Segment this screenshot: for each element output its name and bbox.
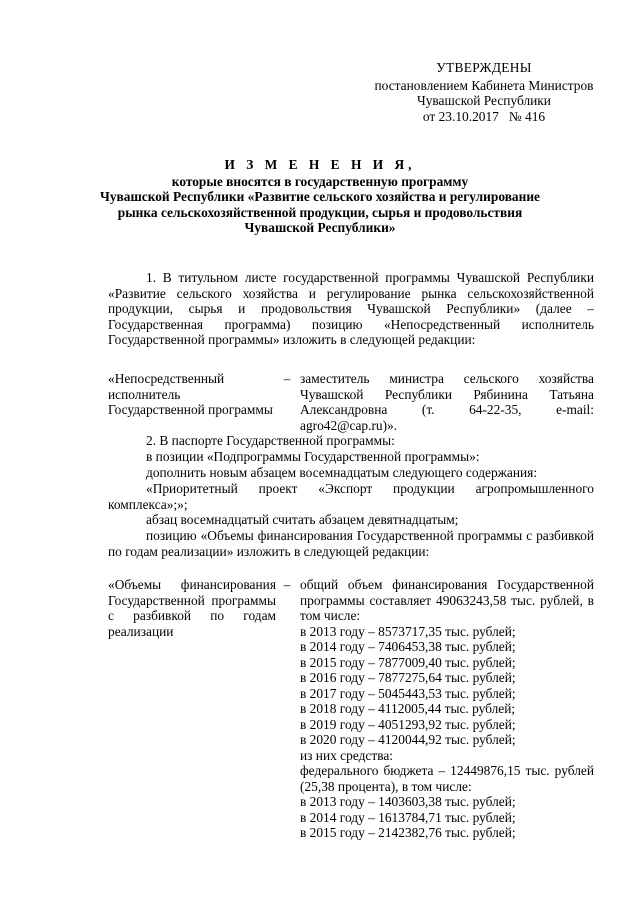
funding-dash: – (283, 577, 291, 592)
document-heading (100, 157, 540, 236)
approval-stamp (368, 60, 600, 124)
funding-label: «Объемы финансирования Государственной программы с разбивкой по годам реализации (108, 577, 276, 639)
section-2-p5: абзац восемнадцатый считать абзацем девятнадцатым; (146, 512, 459, 527)
section-1-paragraph: 1. В титульном листе государственной программы Чувашской Республики «Развитие сельского хозяйства и регулирование рынка сельскохозяйственной продукции, сырья и продовольствия Чувашской Республики» (далее – Государственная программа) позицию «Непосредственный исполнитель Государственной программы» изложить в следующей редакции: (108, 270, 594, 347)
section-2-p6: позицию «Объемы финансирования Государственной программы с разбивкой по годам реализации» изложить в следующей редакции: (108, 528, 594, 559)
executor-dash: – (283, 371, 291, 386)
approved-title: УТВЕРЖДЕНЫ (436, 60, 532, 75)
heading-line-2: Чувашской Республики «Развитие сельского хозяйства и регулирование (100, 189, 540, 204)
executor-label: «Непосредственный исполнитель Государственной программы (108, 371, 273, 417)
federal-year-2013: в 2013 году – 1403603,38 тыс. рублей; (300, 794, 516, 809)
funding-year-2017: в 2017 году – 5045443,53 тыс. рублей; (300, 685, 516, 701)
section-2-p3: дополнить новым абзацем восемнадцатым следующего содержания: (146, 465, 538, 480)
heading-line-4: Чувашской Республики» (244, 220, 396, 235)
funding-year-2013: в 2013 году – 8573717,35 тыс. рублей; (300, 623, 516, 639)
funding-year-2016: в 2016 году – 7877275,64 тыс. рублей; (300, 670, 516, 685)
heading-line-1: которые вносятся в государственную программу (171, 173, 469, 189)
funding-federal: федерального бюджета – 12449876,15 тыс. рублей (25,38 процента), в том числе: (300, 763, 594, 794)
section-2-p4: «Приоритетный проект «Экспорт продукции агропромышленного комплекса»;»; (108, 481, 594, 512)
funding-sources: из них средства: (300, 747, 394, 763)
approved-line-2: Чувашской Республики (417, 93, 551, 108)
funding-values (300, 577, 594, 841)
funding-year-2020: в 2020 году – 4120044,92 тыс. рублей; (300, 732, 516, 747)
federal-year-2015: в 2015 году – 2142382,76 тыс. рублей; (300, 825, 516, 840)
federal-year-2014: в 2014 году – 1613784,71 тыс. рублей; (300, 809, 516, 825)
funding-year-2014: в 2014 году – 7406453,38 тыс. рублей; (300, 639, 516, 654)
approved-line-3: от 23.10.2017 № 416 (422, 108, 546, 124)
approved-line-1: постановлением Кабинета Министров (374, 77, 594, 93)
section-2-p1: 2. В паспорте Государственной программы: (146, 433, 395, 448)
funding-intro: общий объем финансирования Государственной программы составляет 49063243,58 тыс. рублей, в том числе: (300, 577, 594, 623)
funding-row (108, 577, 594, 847)
executor-row (108, 371, 594, 433)
funding-year-2019: в 2019 году – 4051293,92 тыс. рублей; (300, 716, 516, 732)
heading-title: И З М Е Н Е Н И Я, (224, 157, 416, 172)
heading-line-3: рынка сельскохозяйственной продукции, сырья и продовольствия (117, 204, 523, 220)
executor-value: заместитель министра сельского хозяйства Чувашской Республики Рябинина Татьяна Александровна (т. 64-22-35, e-mail: agro42@cap.ru)». (300, 371, 594, 433)
funding-year-2018: в 2018 году – 4112005,44 тыс. рублей; (300, 701, 516, 716)
section-2-p2: в позиции «Подпрограммы Государственной программы»: (146, 449, 480, 464)
funding-year-2015: в 2015 году – 7877009,40 тыс. рублей; (300, 654, 516, 670)
